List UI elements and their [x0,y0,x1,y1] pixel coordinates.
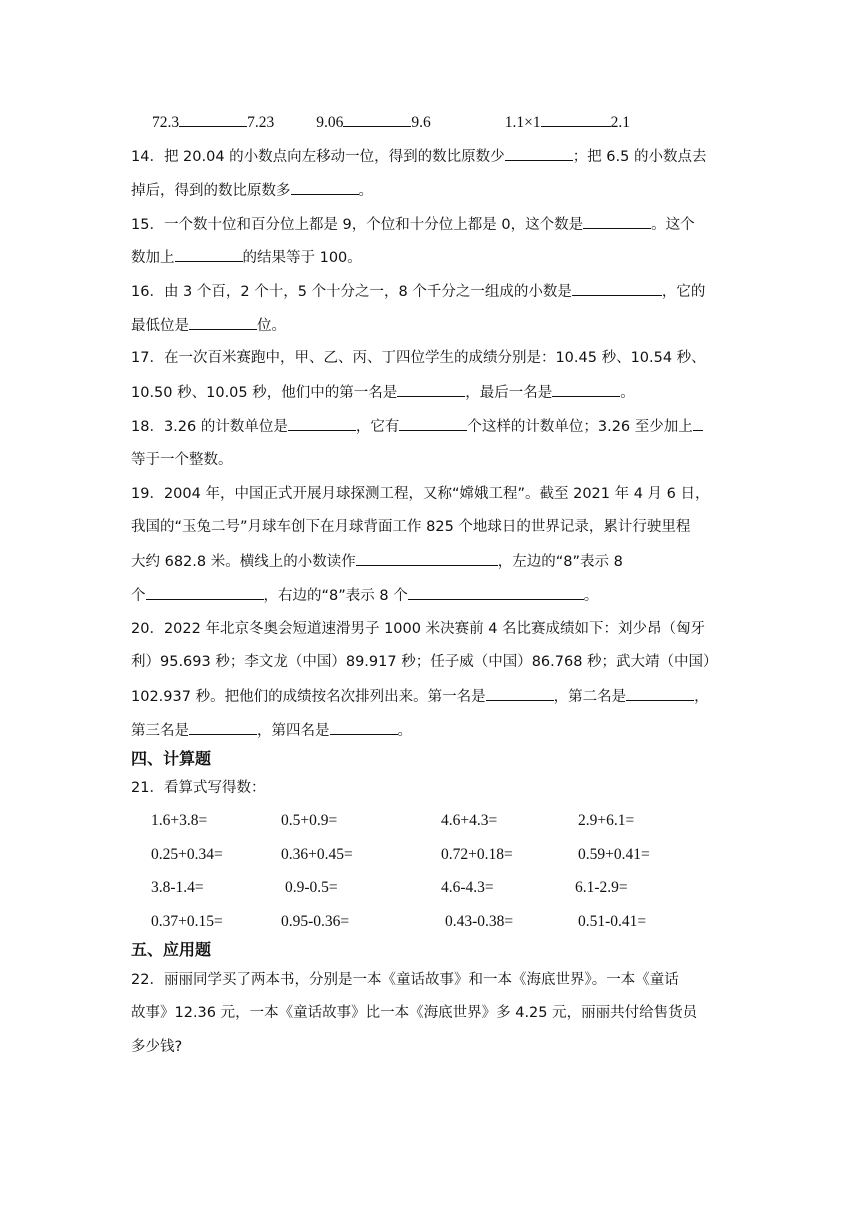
answer-blank[interactable] [626,686,694,701]
question-text: 最低位是 [131,318,189,334]
question-17-line-2 [131,382,635,403]
question-text: 。 [583,588,599,604]
question-22-line-3: 多少钱? [131,1039,183,1055]
answer-blank[interactable] [552,382,620,397]
question-text: 102.937 秒。把他们的成绩按名次排列出来。第一名是 [131,689,486,705]
question-text: 。 [620,385,635,401]
question-16-line-2 [131,315,286,336]
question-text: 个这样的计数单位；3.26 至少加上 [467,419,693,435]
calc-item: 0.5+0.9= [281,812,338,829]
question-15-line-2 [131,247,362,268]
question-text: 位。 [257,318,286,334]
question-14-line-1 [131,146,706,167]
section-heading-calculation: 四、计算题 [131,749,212,768]
calc-item: 0.37+0.15= [151,913,223,930]
calc-item: 0.25+0.34= [151,846,223,863]
question-text: 数加上 [131,250,175,266]
answer-blank[interactable] [291,180,359,195]
question-text: 利）95.693 秒；李文龙（中国）89.917 秒；任子威（中国）86.768 秒；武大靖（中国） [131,654,718,670]
question-text: 17．在一次百米赛跑中，甲、乙、丙、丁四位学生的成绩分别是：10.45 秒、10.54 秒、 [131,350,706,366]
question-22-line-2: 故事》12.36 元，一本《童话故事》比一本《海底世界》多 4.25 元，丽丽共付给售货员 [131,1005,698,1021]
question-text: 大约 682.8 米。横线上的小数读作 [131,554,356,570]
compare-right-2: 9.6 [411,114,431,131]
question-21-title: 21．看算式写得数： [131,780,266,796]
answer-blank[interactable] [397,382,465,397]
calc-item: 0.36+0.45= [281,846,353,863]
question-20-line-1 [131,619,705,639]
question-19-line-1 [131,484,710,504]
compare-right-3: 2.1 [610,114,630,131]
question-20-line-4 [131,720,412,741]
question-text: 10.50 秒、10.05 秒，他们中的第一名是 [131,385,398,401]
question-text: 19．2004 年，中国正式开展月球探测工程，又称“嫦娥工程”。截至 2021 年 4 月 6 日， [131,486,710,502]
question-20-line-2 [131,652,718,672]
calc-item: 6.1-2.9= [575,879,628,896]
calc-item: 0.9-0.5= [285,879,338,896]
answer-blank[interactable] [399,416,467,431]
question-16-line-1 [131,281,705,302]
question-text: 14．把 20.04 的小数点向左移动一位，得到的数比原数少 [131,149,505,165]
question-text: 掉后，得到的数比原数多 [131,183,291,199]
question-text: 。 [397,723,412,739]
question-19-line-2 [131,517,690,537]
answer-blank[interactable] [583,214,651,229]
compare-left-1: 72.3 [152,114,180,131]
question-20-line-3 [131,686,709,707]
question-text: 20．2022 年北京冬奥会短道速滑男子 1000 米决赛前 4 名比赛成绩如下：刘少昂（匈牙 [131,621,706,637]
calc-item: 3.8-1.4= [151,879,204,896]
question-18-line-2 [131,450,233,470]
question-15-line-1 [131,214,695,235]
question-text: ，第四名是 [257,723,330,739]
calc-item: 0.51-0.41= [578,913,647,930]
calc-item: 0.95-0.36= [281,913,350,930]
question-text: ，左边的“8”表示 8 [497,554,623,570]
question-text: 的结果等于 100。 [242,250,362,266]
answer-blank[interactable] [146,585,264,600]
answer-blank[interactable] [175,247,243,262]
question-text: 等于一个整数。 [131,452,233,468]
question-text: ；把 6.5 的小数点去 [572,149,707,165]
question-17-line-1 [131,348,706,368]
question-text: ，第二名是 [553,689,627,705]
calc-item: 0.72+0.18= [441,846,513,863]
question-text: ， [694,689,709,705]
question-text: 第三名是 [131,723,189,739]
question-text: ，右边的“8”表示 8 个 [263,588,408,604]
question-text: ，它有 [355,419,400,435]
calc-item: 1.6+3.8= [151,812,208,829]
question-22-line-1: 22．丽丽同学买了两本书，分别是一本《童话故事》和一本《海底世界》。一本《童话 [131,972,679,988]
compare-left-2: 9.06 [316,114,344,131]
question-text: 个 [131,588,146,604]
question-18-line-1 [131,416,703,437]
question-text: ，最后一名是 [465,385,553,401]
answer-blank[interactable] [693,416,703,431]
question-text: 15．一个数十位和百分位上都是 9，个位和十分位上都是 0，这个数是 [131,217,584,233]
calc-item: 0.43-0.38= [445,913,514,930]
question-text: 。这个 [651,217,695,233]
answer-blank[interactable] [343,112,411,127]
answer-blank[interactable] [189,720,257,735]
calc-item: 4.6-4.3= [441,879,494,896]
answer-blank[interactable] [541,112,611,127]
answer-blank[interactable] [189,315,257,330]
question-19-line-4 [131,585,598,606]
calc-item: 2.9+6.1= [578,812,635,829]
section-heading-application: 五、应用题 [131,940,212,959]
compare-right-1: 7.23 [247,114,275,131]
question-text: 18．3.26 的计数单位是 [131,419,288,435]
question-text: 。 [358,183,373,199]
answer-blank[interactable] [288,416,356,431]
answer-blank[interactable] [330,720,398,735]
answer-blank[interactable] [486,686,554,701]
question-text: ，它的 [661,284,706,300]
question-19-line-3 [131,551,623,572]
answer-blank[interactable] [356,551,498,566]
calc-item: 0.59+0.41= [578,846,650,863]
answer-blank[interactable] [505,146,573,161]
answer-blank[interactable] [408,585,584,600]
compare-left-3: 1.1×1 [504,114,541,131]
question-text: 16．由 3 个百，2 个十，5 个十分之一，8 个千分之一组成的小数是 [131,284,572,300]
question-text: 我国的“玉兔二号”月球车创下在月球背面工作 825 个地球日的世界记录，累计行驶里程 [131,519,691,535]
answer-blank[interactable] [179,112,247,127]
answer-blank[interactable] [572,281,662,296]
calc-item: 4.6+4.3= [441,812,498,829]
compare-row [152,112,630,133]
question-14-line-2 [131,180,373,201]
